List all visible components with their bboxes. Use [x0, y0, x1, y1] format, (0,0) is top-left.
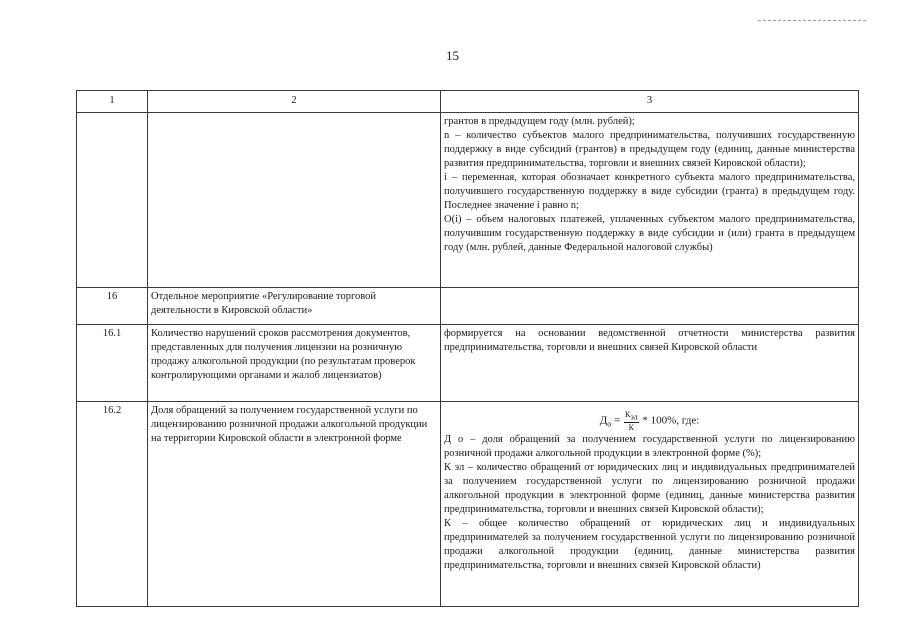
table-cell-method [441, 402, 859, 607]
table-cell-method [441, 288, 859, 325]
header-rule [758, 20, 866, 21]
column-header: 1 [77, 91, 148, 113]
table-cell-method: формируется на основании ведомственной отчетности министерства развития предпринимательства, торговли и внешних связей Кировской области [441, 325, 859, 402]
table-row-continuation [77, 113, 859, 288]
formula-lhs-sub: о [607, 419, 612, 429]
table-cell-num [77, 113, 148, 288]
table-row [77, 288, 859, 325]
indicator-table [76, 90, 859, 607]
table-cell-name [148, 113, 441, 288]
table-cell-name: Доля обращений за получением государственной услуги по лицензированию розничной продажи алкогольной продукции на территории Кировской области в электронной форме [148, 402, 441, 607]
table-cell-num: 16 [77, 288, 148, 325]
table-row [77, 402, 859, 607]
table-cell-num: 16.1 [77, 325, 148, 402]
table-cell-name: Количество нарушений сроков рассмотрения документов, представленных для получения лицензии на розничную продажу алкогольной продукции (по результатам проверок контролирующими органами и жалоб лицензиатов) [148, 325, 441, 402]
table-cell-name: Отдельное мероприятие «Регулирование торговой деятельности в Кировской области» [148, 288, 441, 325]
formula-fraction [624, 410, 639, 432]
page-number: 15 [446, 48, 459, 63]
table-header-row [77, 91, 859, 113]
formula [444, 410, 855, 432]
table-cell-method: грантов в предыдущем году (млн. рублей); n – количество субъектов малого предпринимательства, получивших государственную поддержку в виде субсидий (грантов) в предыдущем году (единиц, данные министерства развития предпринимательства, торговли и внешних связей Кировской области); i – переменная, которая обозначает конкретного субъекта малого предпринимательства, получившего государственную поддержку в виде субсидии (гранта) в предыдущем году. Последнее значение i равно n; О(i) – объем налоговых платежей, уплаченных субъектом малого предпринимательства, получившим государственную поддержку в виде субсидии и (или) гранта в предыдущем году (млн. рублей, данные Федеральной налоговой службы) [441, 113, 859, 288]
formula-denominator: К [628, 422, 634, 432]
formula-definitions: Д о – доля обращений за получением государственной услуги по лицензированию розничной продажи алкогольной продукции в электронной форме (%); К эл – количество обращений от юридических лиц и индивидуальных предпринимателей за получением государственной услуги по лицензированию розничной продажи алкогольной продукции в электронной форме (единиц, данные министерства развития предпринимательства, торговли и внешних связей Кировской области); К – общее количество обращений от юридических лиц и индивидуальных предпринимателей за получением государственной услуги по лицензированию розничной продажи алкогольной продукции (единиц, данные министерства развития предпринимательства, торговли и внешних связей Кировской области) [444, 433, 855, 571]
column-header: 3 [441, 91, 859, 113]
formula-lhs: Д [599, 414, 608, 427]
formula-eq: = [611, 414, 623, 427]
formula-rest: * 100%, где: [639, 414, 700, 427]
table-row [77, 325, 859, 402]
formula-numerator: $К_{эл}$ [624, 410, 638, 422]
table-cell-num: 16.2 [77, 402, 148, 607]
column-header: 2 [148, 91, 441, 113]
